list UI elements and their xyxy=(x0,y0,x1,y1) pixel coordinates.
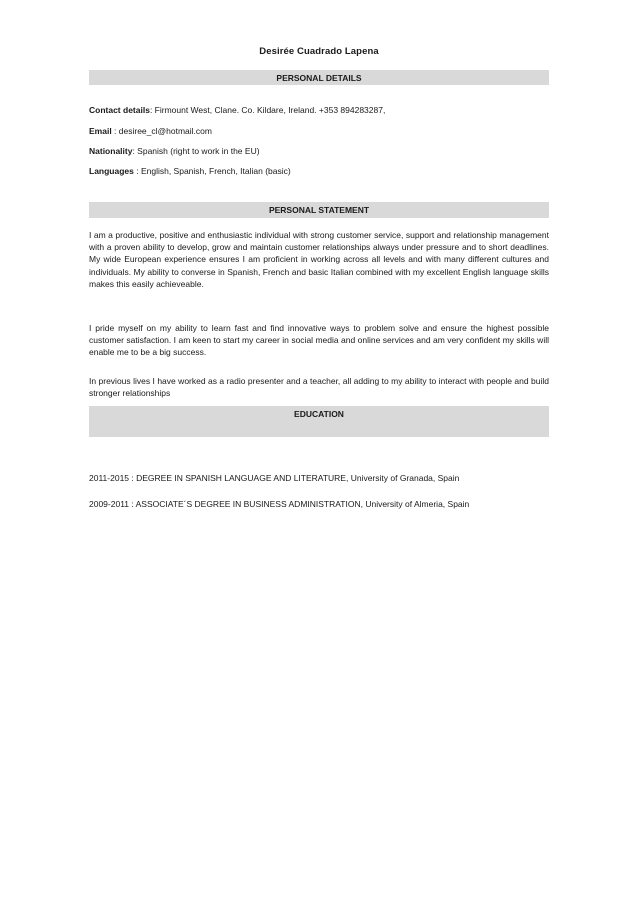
statement-paragraph-1: I am a productive, positive and enthusiastic individual with strong customer service, support and relationship management with a proven ability to develop, grow and maintain customer relationships always under pressure and to short deadlines. My wide European experience ensures I am proficient in working across all levels and with many different cultures and individuals. My ability to converse in Spanish, French and basic Italian combined with my excellent English language skills makes this easily achieveable. xyxy=(89,230,549,289)
nationality-value: : Spanish (right to work in the EU) xyxy=(132,146,260,156)
email-value: : desiree_cl@hotmail.com xyxy=(111,126,212,136)
languages-line xyxy=(89,166,549,176)
statement-paragraph-2: I pride myself on my ability to learn fast and find innovative ways to problem solve and ensure the highest possible customer satisfaction. I am keen to start my career in social media and online services and am very confident my skills will enable me to be a big success. xyxy=(89,323,549,358)
personal-statement-title: PERSONAL STATEMENT xyxy=(268,205,370,215)
contact-details-value: : Firmount West, Clane. Co. Kildare, Ireland. +353 894283287, xyxy=(149,105,386,115)
personal-details-title: PERSONAL DETAILS xyxy=(276,73,362,83)
nationality-line xyxy=(89,146,549,156)
education-entry: 2009-2011 : ASSOCIATE´S DEGREE IN BUSINESS ADMINISTRATION, University of Almeria, Spain xyxy=(89,499,470,509)
statement-paragraph-3: In previous lives I have worked as a radio presenter and a teacher, all adding to my ability to interact with people and build stronger relationships xyxy=(89,376,549,399)
email-line xyxy=(89,126,549,136)
contact-details-line xyxy=(89,105,549,115)
education-entry: 2011-2015 : DEGREE IN SPANISH LANGUAGE AND LITERATURE, University of Granada, Spain xyxy=(89,473,460,483)
email-label: Email xyxy=(89,126,112,136)
nationality-label: Nationality xyxy=(89,146,133,156)
contact-details-label: Contact details xyxy=(89,105,150,115)
languages-value: : English, Spanish, French, Italian (basic) xyxy=(133,166,291,176)
candidate-name: Desirée Cuadrado Lapena xyxy=(259,46,379,57)
education-header xyxy=(89,406,549,437)
education-title: EDUCATION xyxy=(294,409,344,419)
personal-statement-header xyxy=(89,202,549,218)
personal-details-header xyxy=(89,70,549,85)
languages-label: Languages xyxy=(89,166,134,176)
